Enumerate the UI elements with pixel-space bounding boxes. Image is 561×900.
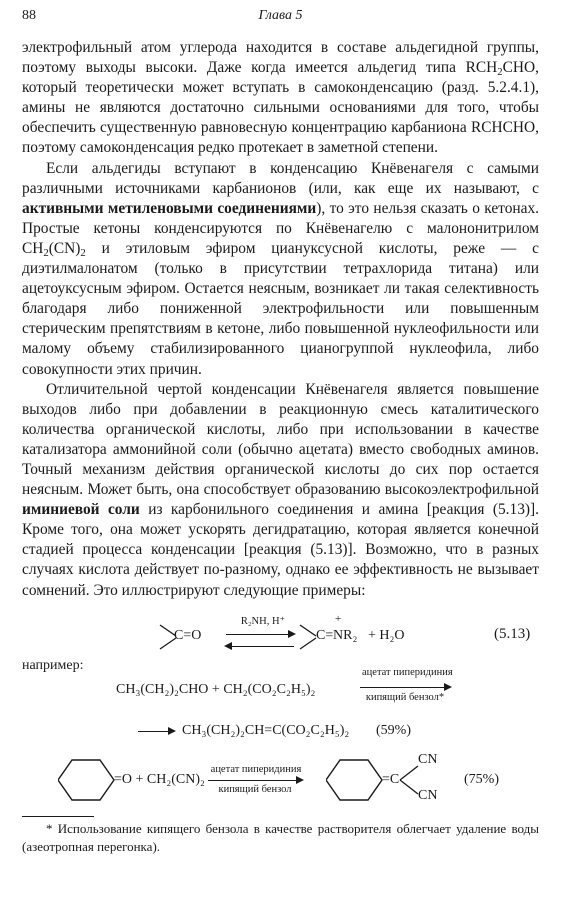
footnote: * Использование кипящего бензола в качестве растворителя облегчает удаление воды (азеотропная перегонка). [22, 821, 539, 854]
cyclohexylidene-ring [326, 756, 390, 804]
eq513-plus-charge: + [335, 613, 342, 625]
eq1-cond-top: ацетат пиперидиния [362, 667, 453, 678]
eq2-reactant: =O + CH₂(CN)₂ [114, 772, 205, 787]
eq1-reactants: CH₃(CH₂)₂CHO + CH₂(CO₂C₂H₅)₂ [116, 682, 316, 697]
reverse-arrow [226, 646, 294, 647]
eq2-product-c: =C [382, 772, 400, 787]
paragraph-3: Отличительной чертой конденсации Кнёвенагеля является повышение выходов либо при добавлении в реакционную смесь каталитического количества органической кислоты, либо при использовании в качестве катализатора аммонийной соли (обычно ацетата) вместо свободных аминов. Точный механизм действия органической кислоты до сих пор остается неясным. Может быть, она способствует образованию высокоэлектрофильной иминиевой соли из карбонильного соединения и амина [реакция (5.13)]. Кроме того, она может ускорять дегидратацию, которая является конечной стадией процесса конденсации [реакция (5.13)]. Возможно, что в разных случаях кислота действует по-разному, однако ее эффективность не вызывает сомнений. Это иллюстрируют следующие примеры: [22, 380, 539, 599]
forward-arrow [226, 634, 294, 635]
eq1-continue-arrow [138, 731, 174, 732]
eq1-yield: (59%) [376, 723, 411, 738]
page-header [22, 8, 539, 28]
page-number: 88 [22, 8, 36, 23]
eq1-arrow [360, 687, 450, 688]
eq1-product: CH₃(CH₂)₂CH=C(CO₂C₂H₅)₂ [182, 723, 350, 738]
eq513-right-c: C= [316, 628, 334, 643]
eq513-conditions: R₂NH, H⁺ [240, 616, 286, 627]
footnote-rule [22, 816, 94, 817]
cyclohexanone-ring [58, 756, 122, 804]
eq2-cond-top: ацетат пиперидиния [210, 764, 302, 775]
chapter-title: Глава 5 [258, 8, 303, 23]
eq2-cn-top: CN [418, 752, 438, 767]
paragraph-2: Если альдегиды вступают в конденсацию Кнёвенагеля с самыми различными источниками карбанионов (или, как еще их называют, с активными метиленовыми соединениями), то это нельзя сказать о кетонах. Простые кетоны конденсируются по Кнёвенагелю с малононитрилом $CH_2(CN)_2$ и этиловым эфиром циануксусной кислоты, реже — с диэтилмалонатом (только в присутствии тетрахлорида титана) или ацетоуксусным эфиром. Остается неясным, возникает ли такая селективность благодаря либо пониженной электрофильности или повышенным стерическим препятствиям в кетоне, либо повышенной нуклеофильности или малому объему стабилизированного цианогруппой нуклеофила, либо совокупности этих причин. [22, 159, 540, 378]
eq513-right-n: NR₂ [333, 628, 358, 643]
eq2-cn-bottom: CN [418, 788, 438, 803]
paragraph-1: электрофильный атом углерода находится в составе альдегидной группы, поэтому выходы высоки. Даже когда имеется альдегид типа $RCH_2CHO$, который теоретически может вступать в самоконденсацию (разд. 5.2.4.1), амины не являются достаточно сильными основаниями для того, чтобы обеспечить существенную равновесную концентрацию карбаниона RCHCHO, поэтому самоконденсация редко протекает в заметной степени. [22, 39, 539, 157]
body-text [22, 38, 539, 601]
eq513-water: + H₂O [368, 628, 405, 643]
eq513-number: (5.13) [494, 626, 531, 642]
eq1-cond-bottom: кипящий бензол* [365, 692, 445, 703]
eq2-yield: (75%) [464, 772, 499, 787]
eq2-cond-bottom: кипящий бензол [218, 784, 292, 795]
eq513-left: C=O [174, 628, 202, 643]
example-label: например: [22, 658, 84, 673]
eq2-arrow [208, 780, 302, 781]
